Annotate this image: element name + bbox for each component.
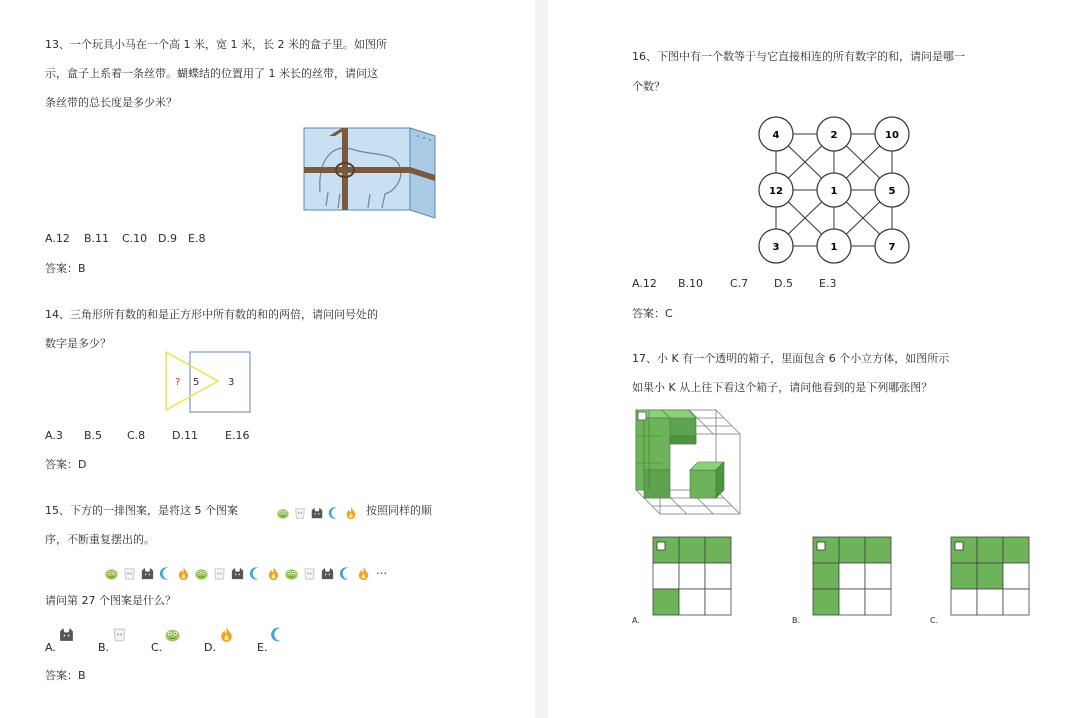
grid-cell [653,563,679,589]
q15-option-label: D. [204,641,216,654]
q14-square-number: 3 [228,377,235,388]
grid-marker [955,542,963,550]
q17-option-b-grid [812,536,896,620]
q16-option-d: D.5 [774,277,793,290]
grid-cell [679,563,705,589]
grid-cell [977,589,1003,615]
cup-icon [111,626,128,643]
moon-icon [269,626,286,643]
q15-line-1-tail: 按照同样的顺 [366,504,432,517]
frog-icon [276,506,290,520]
q17-line-2: 如果小 K 从上往下看这个箱子，请问他看到的是下列哪张图？ [632,381,933,394]
graph-node-label: 7 [888,242,896,253]
graph-node-label: 3 [772,242,780,253]
flame-icon [266,566,281,581]
q17-option-a-grid [652,536,736,620]
q17-options [632,536,1052,632]
graph-node-label: 1 [830,242,838,253]
q15-ellipsis: … [376,564,387,577]
gift-box-figure [300,122,440,222]
q15-option-label: A. [45,641,56,654]
q14-answer: 答案：D [45,458,87,471]
grid-cell [977,537,1003,563]
cup-icon [122,566,137,581]
triangle-square-figure [164,350,254,414]
q15-line-1: 15、下方的一排图案，是将这 5 个图案 [45,504,238,517]
q13-answer: 答案：B [45,262,86,275]
q14-question-mark: ? [175,377,181,388]
grid-marker [817,542,825,550]
q15-option-label: B. [98,641,110,654]
q16-number-graph [754,114,914,264]
q14-option-d: D.11 [172,429,198,442]
q15-answer: 答案：B [45,669,86,682]
cat-icon [140,566,155,581]
flame-icon [356,566,371,581]
q13-option-a: A.12 [45,232,70,245]
q16-line-1: 16、下图中有一个数等于与它直接相连的所有数字的和，请问是哪一 [632,50,965,63]
q17-line-1: 17、小 K 有一个透明的箱子，里面包含 6 个小立方体，如图所示 [632,352,950,365]
right-page [548,0,1080,718]
q16-option-e: E.3 [819,277,837,290]
q15-pattern-icons [276,502,362,520]
q14-line-1: 14、三角形所有数的和是正方形中所有数的和的两倍，请问问号处的 [45,308,378,321]
grid-cell [839,537,865,563]
grid-cell [705,589,731,615]
grid-cell [679,589,705,615]
cat-icon [58,626,75,643]
q13-option-e: E.8 [188,232,206,245]
frog-icon [284,566,299,581]
graph-node-label: 4 [772,130,780,141]
frog-icon [104,566,119,581]
grid-cell [951,563,977,589]
grid-cell [705,537,731,563]
grid-cell [813,589,839,615]
cup-icon [302,566,317,581]
cup-icon [212,566,227,581]
q15-option-a [45,626,75,654]
grid-cell [839,563,865,589]
q16-line-2: 个数？ [632,80,665,93]
q13-option-b: B.11 [84,232,110,245]
frog-icon [164,626,181,643]
moon-icon [248,566,263,581]
grid-cell [1003,537,1029,563]
q15-option-label: E. [257,641,268,654]
q15-option-c [151,626,181,654]
grid-cell [839,589,865,615]
q13-line-2: 示，盒子上系着一条丝带。蝴蝶结的位置用了 1 米长的丝带，请问这 [45,67,378,80]
frog-icon [194,566,209,581]
q15-option-d [204,626,235,654]
q15-options [45,626,305,654]
graph-node-label: 5 [888,186,896,197]
q15-option-label: C. [151,641,163,654]
grid-cell [705,563,731,589]
flame-icon [344,506,358,520]
grid-cell [1003,563,1029,589]
flame-icon [176,566,191,581]
q14-line-2: 数字是多少？ [45,337,111,350]
grid-cell [679,537,705,563]
q13-option-c: C.10 [122,232,148,245]
grid-cell [865,589,891,615]
q14-option-e: E.16 [225,429,250,442]
q14-option-c: C.8 [127,429,146,442]
graph-node-label: 10 [885,130,899,141]
graph-node-label: 2 [830,130,838,141]
grid-cell [653,589,679,615]
q17-transparent-box-figure [636,410,742,518]
q16-answer: 答案：C [632,307,673,320]
moon-icon [327,506,341,520]
q17-option-c-grid [950,536,1034,620]
grid-cell [951,589,977,615]
q15-option-b [98,626,128,654]
graph-node-label: 12 [769,186,783,197]
cat-icon [230,566,245,581]
q13-line-1: 13、一个玩具小马在一个高 1 米，宽 1 米，长 2 米的盒子里。如图所 [45,38,387,51]
q16-option-b: B.10 [678,277,704,290]
moon-icon [338,566,353,581]
cat-icon [320,566,335,581]
moon-icon [158,566,173,581]
q14-shared-number: 5 [193,377,200,388]
grid-cell [1003,589,1029,615]
flame-icon [218,626,235,643]
graph-node-label: 1 [830,186,838,197]
q15-option-e [257,626,286,654]
q17-option-a-label: A. [632,616,640,625]
q15-question: 请问第 27 个图案是什么？ [45,594,176,607]
q13-option-d: D.9 [158,232,177,245]
q13-line-3: 条丝带的总长度是多少米？ [45,96,177,109]
q14-option-a: A.3 [45,429,63,442]
q16-option-a: A.12 [632,277,657,290]
grid-cell [813,563,839,589]
cat-icon [310,506,324,520]
q15-sequence [104,563,374,581]
grid-marker [657,542,665,550]
q17-option-b-label: B. [792,616,801,625]
q16-option-c: C.7 [730,277,749,290]
grid-cell [865,563,891,589]
q14-option-b: B.5 [84,429,103,442]
left-page [0,0,535,718]
q15-line-2: 序，不断重复摆出的。 [45,533,155,546]
cup-icon [293,506,307,520]
grid-cell [865,537,891,563]
q17-option-c-label: C. [930,616,939,625]
grid-cell [977,563,1003,589]
